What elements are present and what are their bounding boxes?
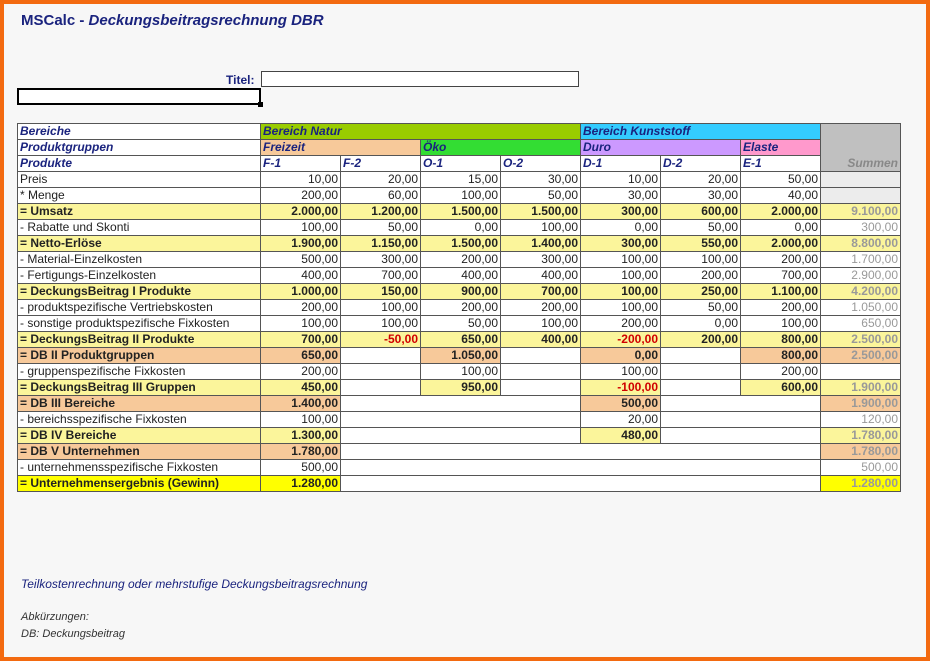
cell-empty[interactable] xyxy=(341,460,821,476)
row-sonstige xyxy=(18,316,901,332)
row-label[interactable]: = DB II Produktgruppen xyxy=(18,348,261,364)
cell-o2[interactable]: 700,00 xyxy=(501,284,581,300)
row-label[interactable]: - bereichsspezifische Fixkosten xyxy=(18,412,261,428)
row-label[interactable]: = Netto-Erlöse xyxy=(18,236,261,252)
cell-elaste[interactable]: 200,00 xyxy=(741,364,821,380)
row-label[interactable]: - Rabatte und Skonti xyxy=(18,220,261,236)
header-bereiche[interactable]: Bereiche xyxy=(18,124,261,140)
cell-freizeit[interactable]: 200,00 xyxy=(261,364,341,380)
cell-oeko[interactable]: 100,00 xyxy=(421,364,501,380)
cell-f1[interactable]: 1.900,00 xyxy=(261,236,341,252)
cell-f1[interactable]: 1.000,00 xyxy=(261,284,341,300)
row-label[interactable]: * Menge xyxy=(18,188,261,204)
cell-summe[interactable] xyxy=(821,172,901,188)
cell-e1[interactable]: 200,00 xyxy=(741,252,821,268)
cell-o2[interactable]: 50,00 xyxy=(501,188,581,204)
header-elaste[interactable]: Elaste xyxy=(741,140,821,156)
cell-o1[interactable]: 200,00 xyxy=(421,300,501,316)
cell-e1[interactable]: 700,00 xyxy=(741,268,821,284)
cell-d1[interactable]: 30,00 xyxy=(581,188,661,204)
cell-d1[interactable]: 0,00 xyxy=(581,220,661,236)
header-row-bereiche xyxy=(18,124,901,140)
cell-f2[interactable]: 20,00 xyxy=(341,172,421,188)
app-name: MSCalc xyxy=(21,12,76,29)
cell-f1[interactable]: 400,00 xyxy=(261,268,341,284)
titel-label: Titel: xyxy=(226,73,255,87)
cell-empty[interactable] xyxy=(341,348,421,364)
cell-o1[interactable]: 0,00 xyxy=(421,220,501,236)
row-fertigung xyxy=(18,268,901,284)
cell-kunststoff[interactable]: 480,00 xyxy=(581,428,661,444)
cell-summe[interactable]: 1.700,00 xyxy=(821,252,901,268)
app-subtitle: Deckungsbeitragsrechnung DBR xyxy=(88,12,324,29)
cell-d2[interactable]: 50,00 xyxy=(661,220,741,236)
cell-o2[interactable]: 1.500,00 xyxy=(501,204,581,220)
header-row-produktgruppen xyxy=(18,140,901,156)
row-label[interactable]: = DeckungsBeitrag II Produkte xyxy=(18,332,261,348)
row-label[interactable]: = DeckungsBeitrag III Gruppen xyxy=(18,380,261,396)
cell-f2[interactable]: 700,00 xyxy=(341,268,421,284)
cell-o1[interactable]: 400,00 xyxy=(421,268,501,284)
header-freizeit[interactable]: Freizeit xyxy=(261,140,421,156)
cell-f1[interactable]: 200,00 xyxy=(261,188,341,204)
cell-d1[interactable]: 100,00 xyxy=(581,284,661,300)
cell-e1[interactable]: 2.000,00 xyxy=(741,236,821,252)
titel-input[interactable] xyxy=(261,71,579,87)
cell-d1[interactable]: 100,00 xyxy=(581,300,661,316)
footer-note: Teilkostenrechnung oder mehrstufige Deckungsbeitragsrechnung xyxy=(21,577,368,591)
row-untfix xyxy=(18,460,901,476)
cell-summe[interactable]: 2.900,00 xyxy=(821,268,901,284)
cell-o1[interactable]: 650,00 xyxy=(421,332,501,348)
cell-f2[interactable]: 100,00 xyxy=(341,300,421,316)
row-gruppenfix xyxy=(18,364,901,380)
cell-summe[interactable]: 8.800,00 xyxy=(821,236,901,252)
fill-handle[interactable] xyxy=(258,102,263,107)
cell-f2[interactable]: 50,00 xyxy=(341,220,421,236)
header-bereich-natur[interactable]: Bereich Natur xyxy=(261,124,581,140)
row-netto-erloese xyxy=(18,236,901,252)
cell-o2[interactable]: 200,00 xyxy=(501,300,581,316)
header-produktgruppen[interactable]: Produktgruppen xyxy=(18,140,261,156)
cell-empty[interactable] xyxy=(341,380,421,396)
cell-empty[interactable] xyxy=(341,476,821,492)
row-ergebnis xyxy=(18,476,901,492)
cell-e1[interactable]: 100,00 xyxy=(741,316,821,332)
cell-d2[interactable]: 250,00 xyxy=(661,284,741,300)
header-f1[interactable]: F-1 xyxy=(261,156,341,172)
cell-f1[interactable]: 2.000,00 xyxy=(261,204,341,220)
row-label[interactable]: = DeckungsBeitrag I Produkte xyxy=(18,284,261,300)
row-db4 xyxy=(18,428,901,444)
cell-f1[interactable]: 200,00 xyxy=(261,300,341,316)
row-label[interactable]: - produktspezifische Vertriebskosten xyxy=(18,300,261,316)
row-label[interactable]: = Unternehmensergebnis (Gewinn) xyxy=(18,476,261,492)
header-d2[interactable]: D-2 xyxy=(661,156,741,172)
cell-empty[interactable] xyxy=(341,396,581,412)
header-d1[interactable]: D-1 xyxy=(581,156,661,172)
cell-unternehmen[interactable]: 1.280,00 xyxy=(261,476,341,492)
cell-o1[interactable]: 1.500,00 xyxy=(421,236,501,252)
cell-freizeit[interactable]: 450,00 xyxy=(261,380,341,396)
cell-d1[interactable]: 300,00 xyxy=(581,204,661,220)
row-label[interactable]: = Umsatz xyxy=(18,204,261,220)
cell-o1[interactable]: 1.500,00 xyxy=(421,204,501,220)
cell-summe[interactable]: 1.780,00 xyxy=(821,428,901,444)
row-db3-gruppen xyxy=(18,380,901,396)
row-label[interactable]: = DB V Unternehmen xyxy=(18,444,261,460)
cell-f2[interactable]: 100,00 xyxy=(341,316,421,332)
cell-unternehmen[interactable]: 500,00 xyxy=(261,460,341,476)
cell-empty[interactable] xyxy=(501,348,581,364)
header-produkte[interactable]: Produkte xyxy=(18,156,261,172)
cell-e1[interactable]: 50,00 xyxy=(741,172,821,188)
row-label[interactable]: - Fertigungs-Einzelkosten xyxy=(18,268,261,284)
cell-o2[interactable]: 400,00 xyxy=(501,332,581,348)
row-db2 xyxy=(18,332,901,348)
header-row-produkte xyxy=(18,156,901,172)
row-label[interactable]: - sonstige produktspezifische Fixkosten xyxy=(18,316,261,332)
cell-o1[interactable]: 50,00 xyxy=(421,316,501,332)
cell-summe[interactable]: 500,00 xyxy=(821,460,901,476)
cell-summe[interactable]: 1.900,00 xyxy=(821,396,901,412)
row-umsatz xyxy=(18,204,901,220)
cell-empty[interactable] xyxy=(341,444,821,460)
cell-empty[interactable] xyxy=(501,380,581,396)
cell-d1[interactable]: 100,00 xyxy=(581,268,661,284)
cell-natur[interactable]: 1.300,00 xyxy=(261,428,341,444)
app-title xyxy=(21,12,324,29)
cell-f1[interactable]: 10,00 xyxy=(261,172,341,188)
row-db1 xyxy=(18,284,901,300)
cell-d2[interactable]: 550,00 xyxy=(661,236,741,252)
cell-d1[interactable]: 10,00 xyxy=(581,172,661,188)
cell-empty[interactable] xyxy=(341,412,581,428)
header-o1[interactable]: O-1 xyxy=(421,156,501,172)
cell-natur[interactable]: 1.400,00 xyxy=(261,396,341,412)
cell-duro[interactable]: 100,00 xyxy=(581,364,661,380)
cell-oeko[interactable]: 950,00 xyxy=(421,380,501,396)
cell-oeko[interactable]: 1.050,00 xyxy=(421,348,501,364)
cell-o2[interactable]: 1.400,00 xyxy=(501,236,581,252)
cell-summe[interactable]: 1.050,00 xyxy=(821,300,901,316)
cell-d2[interactable]: 100,00 xyxy=(661,252,741,268)
cell-f2[interactable]: -50,00 xyxy=(341,332,421,348)
cell-natur[interactable]: 100,00 xyxy=(261,412,341,428)
cell-d1[interactable]: 100,00 xyxy=(581,252,661,268)
header-bereich-kunststoff[interactable]: Bereich Kunststoff xyxy=(581,124,821,140)
cell-o2[interactable]: 300,00 xyxy=(501,252,581,268)
row-label[interactable]: - Material-Einzelkosten xyxy=(18,252,261,268)
cell-f2[interactable]: 300,00 xyxy=(341,252,421,268)
cell-o1[interactable]: 100,00 xyxy=(421,188,501,204)
cell-f1[interactable]: 700,00 xyxy=(261,332,341,348)
header-duro[interactable]: Duro xyxy=(581,140,741,156)
cell-f1[interactable]: 100,00 xyxy=(261,316,341,332)
cell-d2[interactable]: 200,00 xyxy=(661,332,741,348)
row-vertrieb xyxy=(18,300,901,316)
cell-d2[interactable]: 50,00 xyxy=(661,300,741,316)
cell-empty[interactable] xyxy=(661,348,741,364)
cell-d2[interactable]: 0,00 xyxy=(661,316,741,332)
row-bereichsfix xyxy=(18,412,901,428)
cell-duro[interactable]: 0,00 xyxy=(581,348,661,364)
cell-empty[interactable] xyxy=(661,364,741,380)
cell-o2[interactable]: 100,00 xyxy=(501,316,581,332)
cell-summe[interactable]: 1.280,00 xyxy=(821,476,901,492)
cell-summe[interactable]: 4.200,00 xyxy=(821,284,901,300)
cell-kunststoff[interactable]: 500,00 xyxy=(581,396,661,412)
cell-e1[interactable]: 800,00 xyxy=(741,332,821,348)
cell-summe[interactable]: 650,00 xyxy=(821,316,901,332)
header-f2[interactable]: F-2 xyxy=(341,156,421,172)
cell-f1[interactable]: 500,00 xyxy=(261,252,341,268)
cell-o1[interactable]: 15,00 xyxy=(421,172,501,188)
row-label[interactable]: = DB III Bereiche xyxy=(18,396,261,412)
cell-empty[interactable] xyxy=(661,428,821,444)
cell-d2[interactable]: 600,00 xyxy=(661,204,741,220)
row-label[interactable]: Preis xyxy=(18,172,261,188)
row-db5 xyxy=(18,444,901,460)
row-preis xyxy=(18,172,901,188)
row-db3-bereiche xyxy=(18,396,901,412)
cell-e1[interactable]: 2.000,00 xyxy=(741,204,821,220)
header-e1[interactable]: E-1 xyxy=(741,156,821,172)
cell-summe[interactable]: 1.900,00 xyxy=(821,380,901,396)
cell-kunststoff[interactable]: 20,00 xyxy=(581,412,661,428)
cell-summe[interactable]: 1.780,00 xyxy=(821,444,901,460)
cell-summe[interactable]: 2.500,00 xyxy=(821,348,901,364)
cell-o1[interactable]: 900,00 xyxy=(421,284,501,300)
cell-f2[interactable]: 60,00 xyxy=(341,188,421,204)
footer-abbr-db: DB: Deckungsbeitrag xyxy=(21,628,125,640)
cell-d1[interactable]: 200,00 xyxy=(581,316,661,332)
spreadsheet-sheet xyxy=(4,4,926,657)
cell-d1[interactable]: -200,00 xyxy=(581,332,661,348)
cell-e1[interactable]: 40,00 xyxy=(741,188,821,204)
header-summen[interactable]: Summen xyxy=(821,124,901,172)
cell-summe[interactable]: 300,00 xyxy=(821,220,901,236)
cell-empty[interactable] xyxy=(501,364,581,380)
row-label[interactable]: - unternehmensspezifische Fixkosten xyxy=(18,460,261,476)
cell-f2[interactable]: 1.200,00 xyxy=(341,204,421,220)
header-oeko[interactable]: Öko xyxy=(421,140,581,156)
cell-o1[interactable]: 200,00 xyxy=(421,252,501,268)
selected-cell[interactable] xyxy=(17,88,261,105)
cell-elaste[interactable]: 600,00 xyxy=(741,380,821,396)
cell-f2[interactable]: 1.150,00 xyxy=(341,236,421,252)
row-rabatte xyxy=(18,220,901,236)
cell-e1[interactable]: 1.100,00 xyxy=(741,284,821,300)
cell-f2[interactable]: 150,00 xyxy=(341,284,421,300)
footer-abbr-title: Abkürzungen: xyxy=(21,611,89,623)
row-db2-produktgruppen xyxy=(18,348,901,364)
cell-d2[interactable]: 200,00 xyxy=(661,268,741,284)
cell-o2[interactable]: 100,00 xyxy=(501,220,581,236)
cell-summe[interactable] xyxy=(821,364,901,380)
cell-empty[interactable] xyxy=(341,428,581,444)
cell-empty[interactable] xyxy=(661,396,821,412)
cell-elaste[interactable]: 800,00 xyxy=(741,348,821,364)
dbr-table xyxy=(17,123,901,492)
cell-unternehmen[interactable]: 1.780,00 xyxy=(261,444,341,460)
cell-empty[interactable] xyxy=(661,412,821,428)
row-label[interactable]: - gruppenspezifische Fixkosten xyxy=(18,364,261,380)
cell-summe[interactable]: 9.100,00 xyxy=(821,204,901,220)
cell-summe[interactable]: 120,00 xyxy=(821,412,901,428)
cell-summe[interactable]: 2.500,00 xyxy=(821,332,901,348)
row-menge xyxy=(18,188,901,204)
cell-d1[interactable]: 300,00 xyxy=(581,236,661,252)
cell-o2[interactable]: 400,00 xyxy=(501,268,581,284)
cell-e1[interactable]: 200,00 xyxy=(741,300,821,316)
cell-empty[interactable] xyxy=(661,380,741,396)
header-o2[interactable]: O-2 xyxy=(501,156,581,172)
cell-d2[interactable]: 30,00 xyxy=(661,188,741,204)
cell-duro[interactable]: -100,00 xyxy=(581,380,661,396)
title-separator: - xyxy=(79,12,85,29)
cell-f1[interactable]: 100,00 xyxy=(261,220,341,236)
row-material xyxy=(18,252,901,268)
cell-empty[interactable] xyxy=(341,364,421,380)
row-label[interactable]: = DB IV Bereiche xyxy=(18,428,261,444)
cell-d2[interactable]: 20,00 xyxy=(661,172,741,188)
cell-summe[interactable] xyxy=(821,188,901,204)
cell-freizeit[interactable]: 650,00 xyxy=(261,348,341,364)
cell-o2[interactable]: 30,00 xyxy=(501,172,581,188)
cell-e1[interactable]: 0,00 xyxy=(741,220,821,236)
